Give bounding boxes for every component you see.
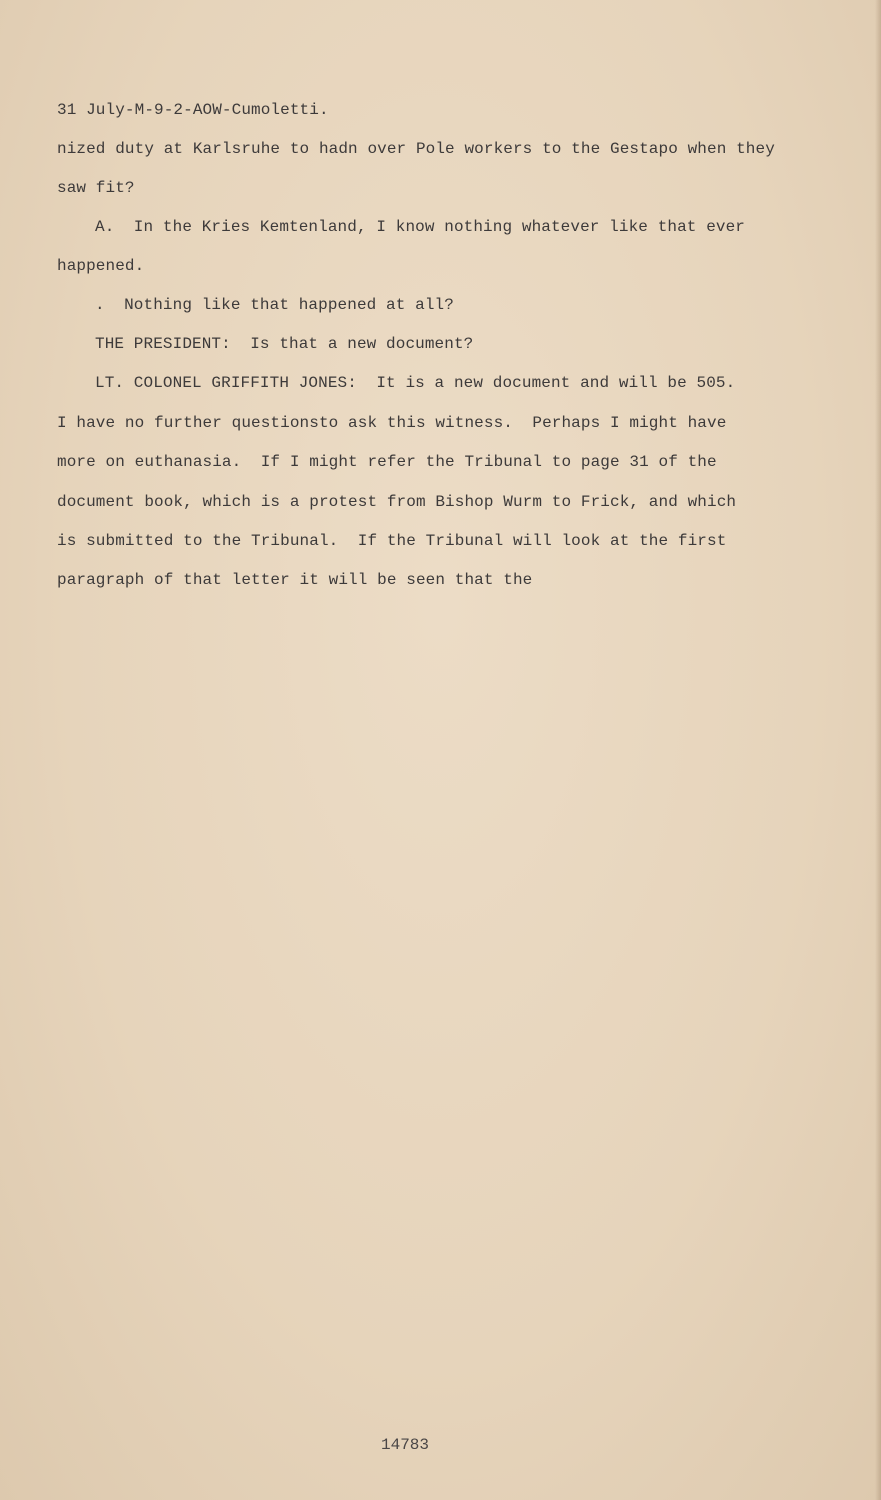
document-header: 31 July-M-9-2-AOW-Cumoletti. <box>57 101 329 119</box>
text-line: . Nothing like that happened at all? <box>95 296 454 314</box>
text-line: paragraph of that letter it will be seen that the <box>57 571 533 589</box>
text-line: nized duty at Karlsruhe to hadn over Pole workers to the Gestapo when they <box>57 140 775 158</box>
page-number: 14783 <box>381 1436 430 1454</box>
page-edge-shadow <box>875 0 881 1500</box>
text-line: LT. COLONEL GRIFFITH JONES: It is a new document and will be 505. <box>95 374 736 392</box>
text-line: THE PRESIDENT: Is that a new document? <box>95 335 474 353</box>
text-line: I have no further questionsto ask this witness. Perhaps I might have <box>57 414 727 432</box>
text-line: saw fit? <box>57 179 135 197</box>
text-line: more on euthanasia. If I might refer the Tribunal to page 31 of the <box>57 453 717 471</box>
text-line: A. In the Kries Kemtenland, I know nothing whatever like that ever <box>95 218 746 236</box>
text-line: document book, which is a protest from Bishop Wurm to Frick, and which <box>57 493 737 511</box>
text-line: is submitted to the Tribunal. If the Tribunal will look at the first <box>57 532 727 550</box>
text-line: happened. <box>57 257 145 275</box>
